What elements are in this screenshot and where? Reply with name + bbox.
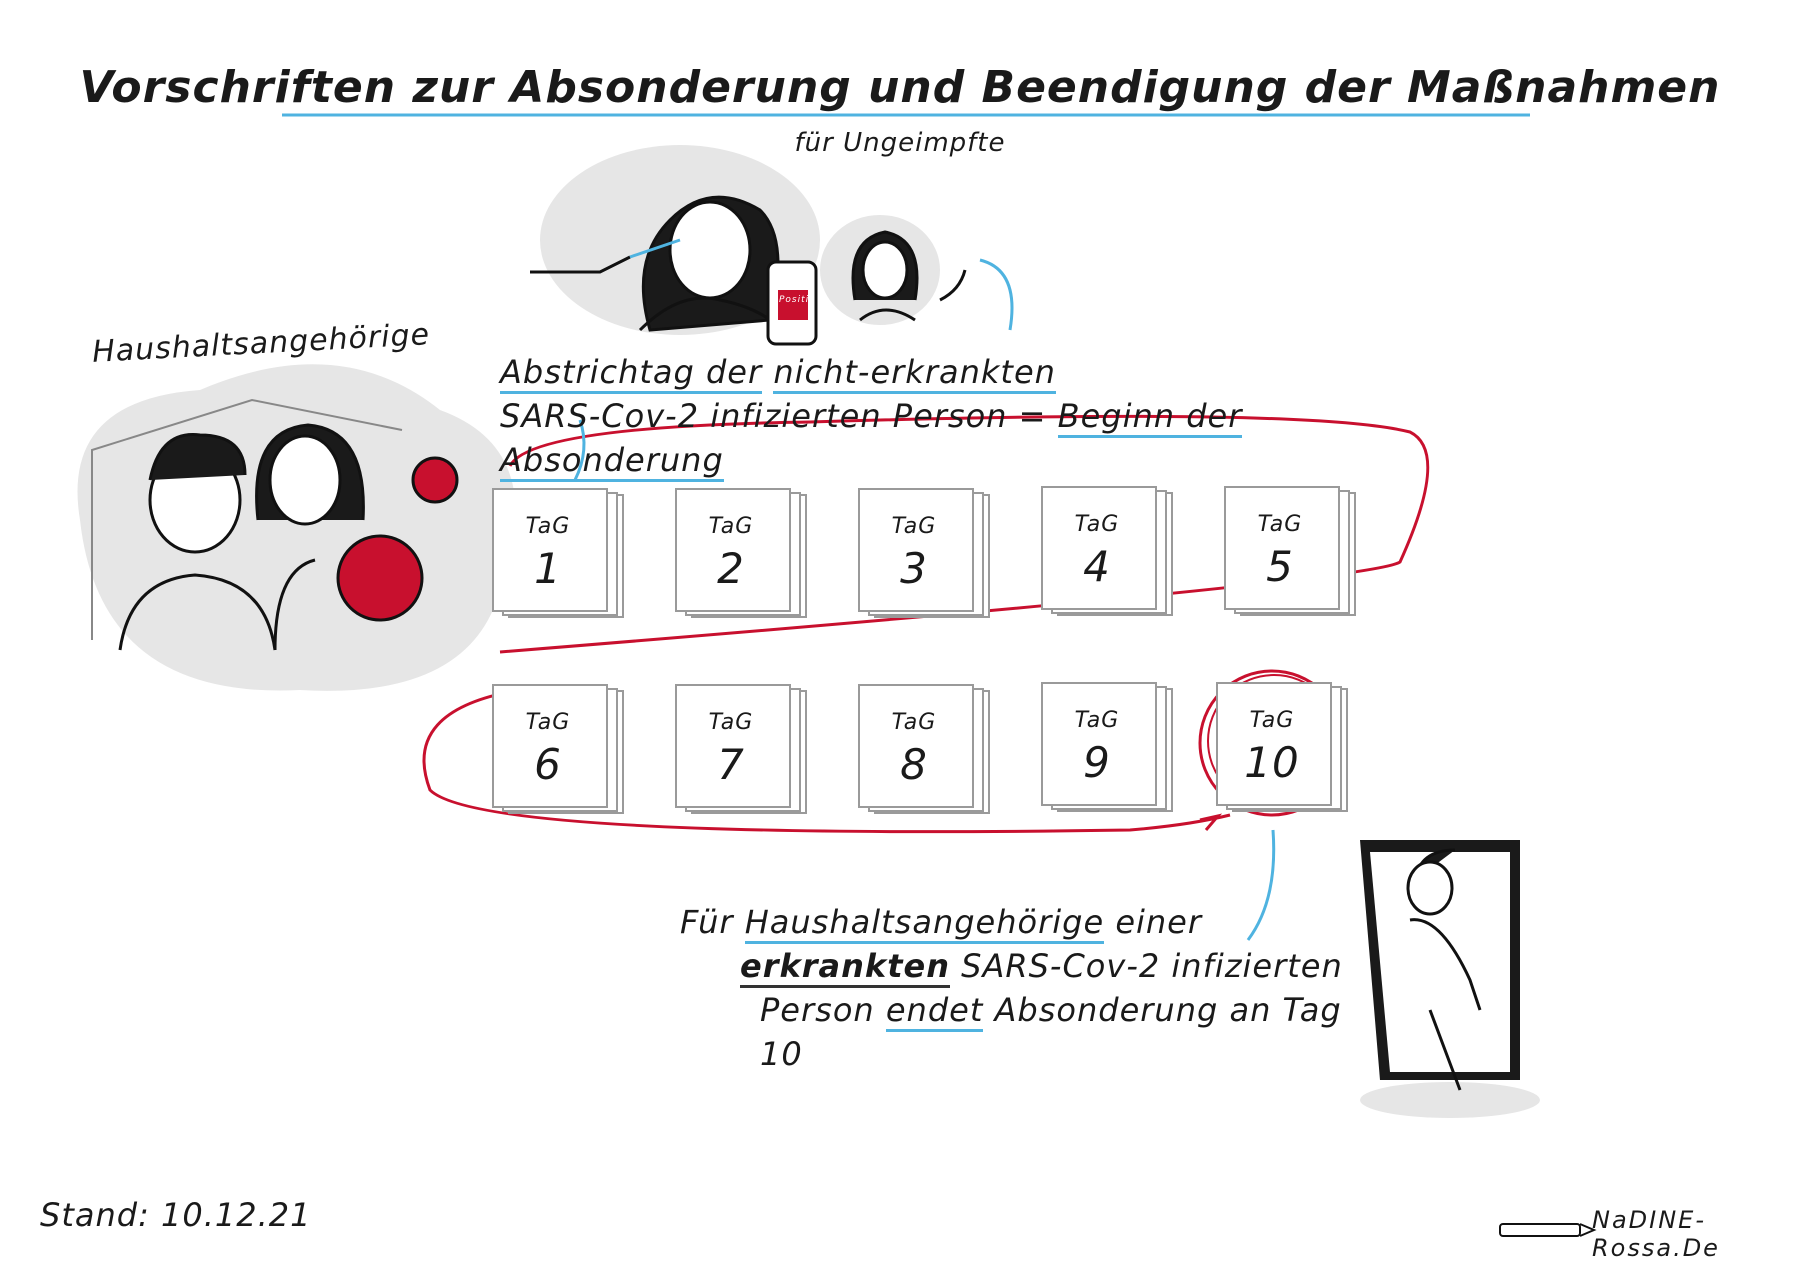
pen-icon [1500,1224,1594,1236]
day-number: 7 [717,740,745,789]
day-calendar-8 [858,684,978,804]
day-label: TaG [1074,708,1120,733]
end-note-text-h: Absonderung an Tag 10 [760,991,1342,1073]
day-calendar-1 [492,488,612,608]
page-title: Vorschriften zur Absonderung und Beendigung der Maßnahmen [79,62,1721,113]
swab-note-text-a: Abstrichtag der [500,353,762,394]
end-note-line-2 [680,944,1380,988]
end-note-text-d: erkrankten [740,947,950,988]
swab-note [500,350,1400,482]
end-note-text-e: SARS-Cov-2 infizierten [961,947,1343,985]
red-arrow-head [1200,816,1218,830]
day-number: 10 [1244,738,1300,787]
day-calendar-6 [492,684,612,804]
end-note [680,900,1380,1076]
day-label: TaG [891,514,937,539]
phone-badge: Positiv [779,295,816,305]
day-label: TaG [1074,512,1120,537]
end-note-line-3 [680,988,1380,1076]
end-note-text-f: Person [760,991,875,1029]
virus-icon-large [338,536,422,620]
day-number: 1 [534,544,562,593]
stand-date: Stand: 10.12.21 [40,1196,312,1234]
day-label: TaG [708,710,754,735]
swab-note-text-c: SARS-Cov-2 infizierten Person = [500,397,1047,435]
day-calendar-2 [675,488,795,608]
day-number: 8 [900,740,928,789]
page-subtitle: für Ungeimpfte [794,128,1006,158]
swab-note-text-b: nicht-erkrankten [773,353,1056,394]
day-label: TaG [891,710,937,735]
day-calendar-9 [1041,682,1161,802]
day-label: TaG [1257,512,1303,537]
end-note-text-c: einer [1115,903,1203,941]
day-label: TaG [1249,708,1295,733]
day-label: TaG [525,514,571,539]
swab-note-line-1 [500,350,1400,394]
household-label: Haushaltsangehörige [91,317,431,370]
day-label: TaG [525,710,571,735]
end-note-text-b: Haushaltsangehörige [745,903,1104,944]
household-blob [78,364,516,691]
day-calendar-7 [675,684,795,804]
day-calendar-5 [1224,486,1344,606]
author-credit: NaDINE-Rossa.De [1592,1206,1720,1262]
virus-icon-small [413,458,457,502]
swab-note-text-d: Beginn der Absonderung [500,397,1242,482]
day-label: TaG [708,514,754,539]
day-calendar-10 [1216,682,1336,802]
day-number: 3 [900,544,928,593]
end-note-line-1 [680,900,1380,944]
day-number: 6 [534,740,562,789]
day-number: 4 [1083,542,1111,591]
day-calendar-4 [1041,486,1161,606]
day-calendar-3 [858,488,978,608]
day-number: 9 [1083,738,1111,787]
end-note-text-a: Für [680,903,734,941]
blue-arrow-to-person [980,260,1012,330]
day-number: 5 [1266,542,1294,591]
end-note-text-g: endet [886,991,984,1032]
swab-note-line-2 [500,394,1400,482]
day-number: 2 [717,544,745,593]
